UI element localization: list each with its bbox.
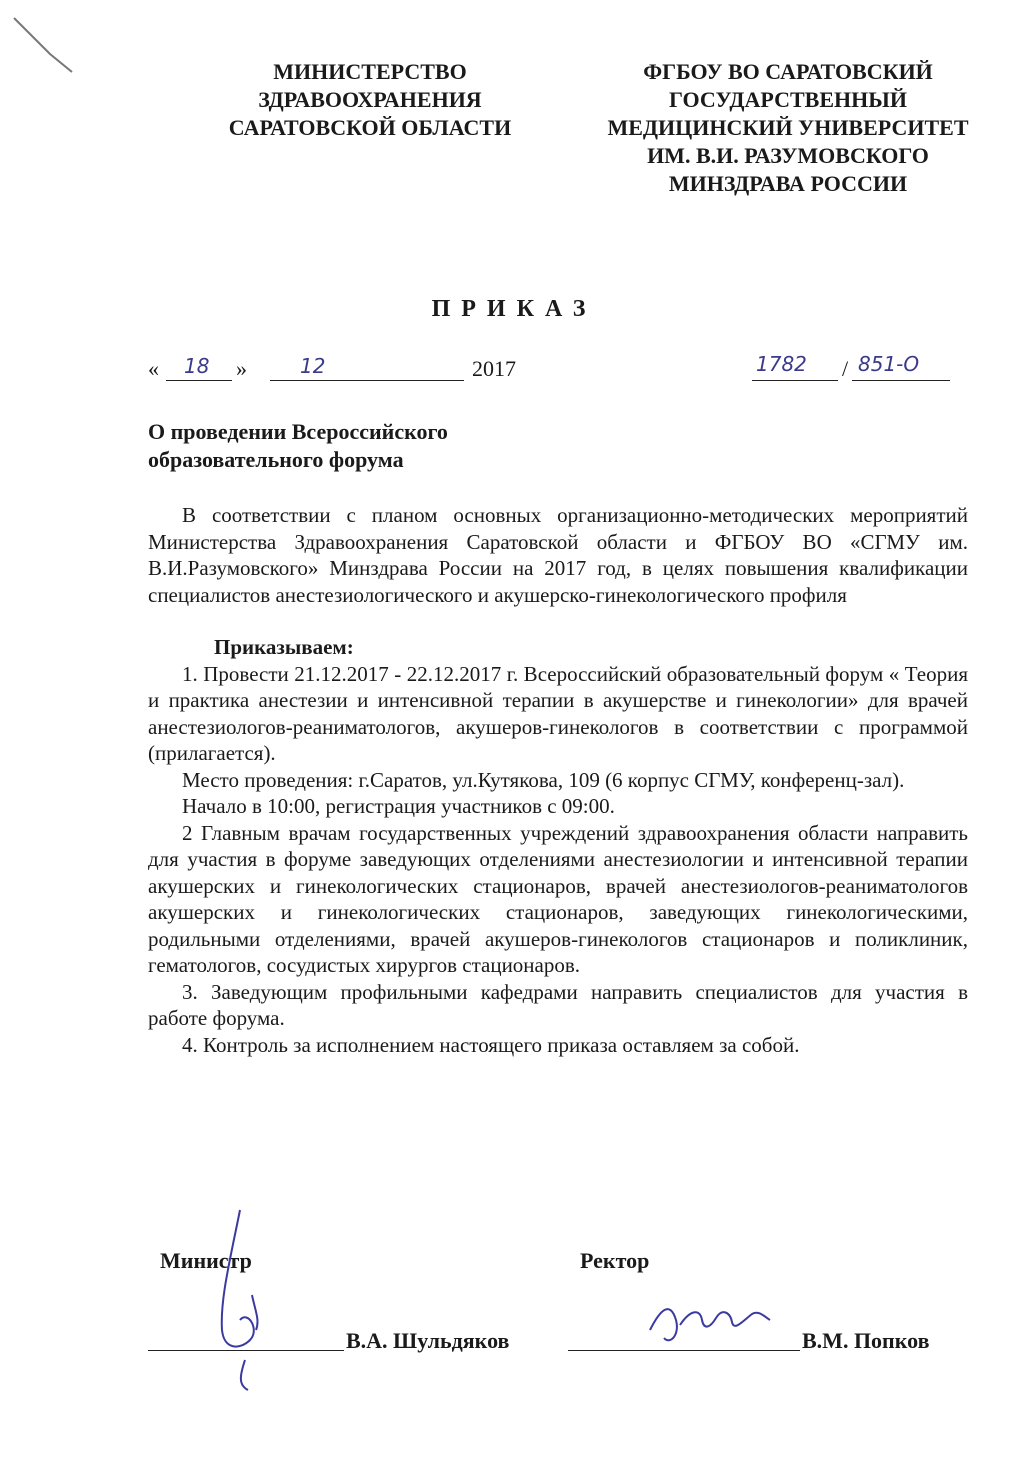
signature-right-name: В.М. Попков bbox=[802, 1328, 930, 1353]
order-heading: Приказываем: bbox=[214, 635, 354, 659]
header-left-line: ЗДРАВООХРАНЕНИЯ bbox=[258, 87, 482, 112]
signature-right-title: Ректор bbox=[580, 1248, 650, 1273]
header-right-line: ГОСУДАРСТВЕННЫЙ bbox=[669, 87, 907, 112]
scan-artifact-line bbox=[10, 14, 78, 76]
order-body bbox=[148, 502, 968, 1058]
header-university bbox=[578, 58, 998, 198]
date-day-handwritten: 18 bbox=[184, 354, 210, 378]
subject-line: О проведении Всероссийского bbox=[148, 419, 448, 444]
header-right-line: МЕДИЦИНСКИЙ УНИВЕРСИТЕТ bbox=[607, 115, 969, 140]
order-number-right-underline bbox=[852, 380, 950, 381]
handwritten-signature-right bbox=[640, 1290, 780, 1360]
subject-line: образовательного форума bbox=[148, 447, 404, 472]
order-number-separator: / bbox=[842, 356, 849, 381]
order-item-4: 4. Контроль за исполнением настоящего приказа оставляем за собой. bbox=[182, 1032, 800, 1057]
order-subject bbox=[148, 418, 448, 474]
order-item-1: 1. Провести 21.12.2017 - 22.12.2017 г. Всероссийский образовательный форум « Теория и практика анестезии и интенсивной терапии в акушерстве и гинекологии» для врачей анестезиологов-реаниматологов, акушеров-гинекологов в соответствии с программой (прилагается). bbox=[148, 661, 968, 765]
date-month-underline bbox=[270, 380, 464, 381]
order-item-2: 2 Главным врачам государственных учреждений здравоохранения области направить для участия в форуме заведующих отделениями анестезиологии и интенсивной терапии акушерских и гинекологических стационаров, врачей анестезиологов-реаниматологов акушерских и гинекологических стационаров, заведующих гинекологическими, родильными отделениями, врачей акушеров-гинекологов стационаров и поликлиник, гематологов, сосудистых хирургов стационаров. bbox=[148, 820, 968, 977]
preamble-paragraph: В соответствии с планом основных организационно-методических мероприятий Министерства Здравоохранения Саратовской области и ФГБОУ ВО «СГМУ им. В.И.Разумовского» Минздрава России на 2017 год, в целях повышения квалификации специалистов анестезиологического и акушерско-гинекологического профиля bbox=[148, 503, 968, 607]
order-number-left-underline bbox=[752, 380, 838, 381]
document-title: ПРИКАЗ bbox=[431, 296, 597, 322]
header-right-line: ФГБОУ ВО САРАТОВСКИЙ bbox=[643, 59, 933, 84]
signature-left-name: В.А. Шульдяков bbox=[346, 1328, 510, 1353]
signature-left-title: Министр bbox=[160, 1248, 252, 1273]
header-right-line: ИМ. В.И. РАЗУМОВСКОГО bbox=[647, 143, 929, 168]
date-year: 2017 bbox=[472, 356, 516, 381]
order-venue: Место проведения: г.Саратов, ул.Кутякова, 109 (6 корпус СГМУ, конференц-зал). bbox=[182, 767, 905, 792]
header-left-line: МИНИСТЕРСТВО bbox=[273, 59, 467, 84]
order-start-time: Начало в 10:00, регистрация участников с 09:00. bbox=[182, 794, 615, 818]
header-right-line: МИНЗДРАВА РОССИИ bbox=[668, 171, 908, 196]
header-left-line: САРАТОВСКОЙ ОБЛАСТИ bbox=[228, 115, 512, 140]
order-number-left-handwritten: 1782 bbox=[756, 352, 807, 376]
date-open-quote: « bbox=[148, 356, 159, 381]
date-month-handwritten: 12 bbox=[300, 354, 326, 378]
date-day-underline bbox=[166, 380, 232, 381]
header-ministry bbox=[190, 58, 550, 142]
order-item-3: 3. Заведующим профильными кафедрами направить специалистов для участия в работе форума. bbox=[148, 979, 968, 1030]
order-number-right-handwritten: 851-О bbox=[858, 352, 920, 376]
handwritten-signature-left bbox=[200, 1200, 290, 1400]
date-close-quote: » bbox=[236, 356, 247, 381]
